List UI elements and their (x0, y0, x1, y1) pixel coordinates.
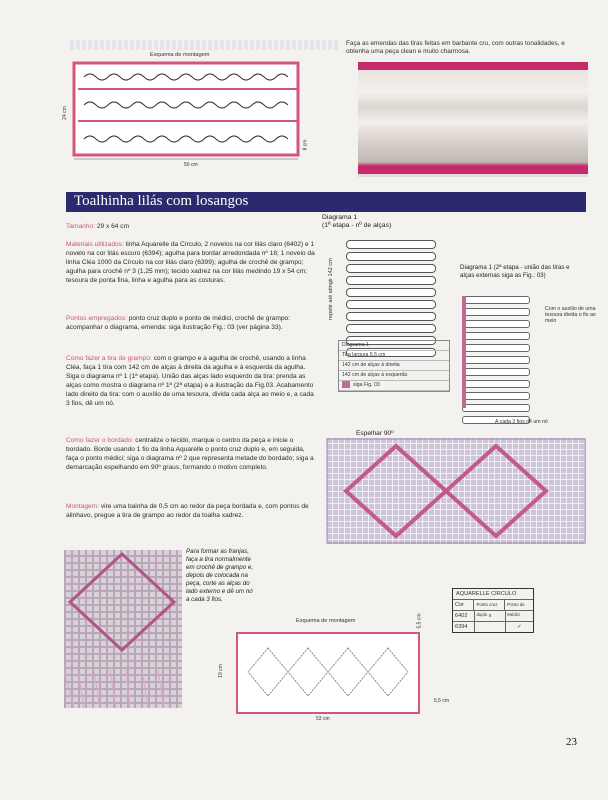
legend-row-fig (339, 381, 449, 391)
diagram1-legend (338, 340, 450, 392)
table-row-6394 (453, 622, 533, 632)
diagram1-header (322, 214, 452, 230)
fringe-note: Para formar as franjas, faça a tira normalmente em crochê de grampo e, depois de colocada na peça, corte as alças do lado externo e dê um nó a cada 3 fios. (186, 548, 254, 603)
row1-mark: x (475, 611, 505, 621)
diagram2-edge-strip (462, 296, 466, 408)
stitches-paragraph (66, 314, 316, 332)
top-caption: Faça as emendas das tiras feitas em barbante cru, com outras tonalidades, e obtenha uma peça clean e muito charmosa. (346, 40, 565, 55)
diagram1-title: Diagrama 1 (322, 214, 358, 221)
legend-row-left: 142 cm de alças à esquerda (339, 371, 449, 381)
stitches-text: ponto cruz duplo e ponto de médici, crochê de grampo: acompanhar o diagrama, emenda: siga ilustração Fig.: 03 (ver página 33). (66, 315, 290, 331)
materials-text: linha Aquarelle da Círculo, 2 novelos na cor lilás claro (6402) e 1 novelo na cor lilás escuro (6394); agulha para bordar arredondada nº 18; 1 novelo da linha Cléa 1000 da Círculo na cor lilás claro (6399); agulha de crochê de grampo; agulha para crochê nº 3 (1,25 mm); tecido xadrez na cor lilás medindo 19 x 54 cm; tesoura de ponta fina, linha e agulha para as costuras. (66, 241, 315, 284)
legend-swatch (342, 381, 350, 388)
bottom-dim-side: 5,5 cm (416, 613, 423, 629)
materials-paragraph (66, 240, 316, 285)
table-row-6402 (453, 611, 533, 622)
size-value: 29 x 64 cm (96, 223, 130, 230)
color-table (452, 588, 534, 633)
howto2-text: centralize o tecido, marque o centro da peça e inicie o bordado. Borde usando 1 fio da linha Aquarelle o ponto cruz duplo e, em seguida, faça o ponto médici; siga o diagrama nº 2 que representa metade do bordado; siga a demarcação espelhando em 90º graus, formando o motivo completo. (66, 437, 314, 471)
row2-code: 6394 (453, 622, 475, 632)
howto2-label: Como fazer o bordado: (66, 437, 134, 444)
bottom-dim-right: 5,5 cm (434, 698, 450, 704)
diagram2-side-note: Com o auxílio de uma tesoura divida o fio ao meio (545, 306, 596, 324)
assembly-text: vire uma bainha de 0,5 cm ao redor da peça bordada e, com pontos de alinhavo, pregue a tira de grampo ao redor da toalha xadrez. (66, 503, 309, 519)
diagram1-side-label: repetir até atingir 142 cm (328, 258, 334, 320)
top-photo-hairpin-lace (358, 62, 588, 177)
legend-title: Diagrama 1 (339, 341, 449, 351)
page-number: 23 (566, 736, 577, 748)
howto1-text: com o grampo e a agulha de crochê, usando a linha Cléa, faça 1 tira com 142 cm de alças à direita da agulha e à esquerda da agulha. Siga o diagrama nº 1 (1ª etapa). União das alças lado esquerdo da tira: prenda as alças como mostra o diagrama nº 1ª (2ª etapa) e a ilustração da Fig.03. Acabamento lado direito da tira: com o auxílio de uma tesoura, divida cada alça ao meio e, a cada 3 fios, dê um nó. (66, 355, 314, 407)
bottom-schema-diagram (236, 632, 420, 714)
bottom-schema-label: Esquema de montagem (296, 618, 356, 624)
bottom-schema-diamonds (238, 634, 418, 712)
top-dim-side: 8 cm (302, 139, 309, 151)
col-cor: Cor (453, 600, 474, 610)
embroidery-grid (326, 438, 586, 544)
grid-label: Espelhar 90º (356, 430, 394, 437)
diagram2-strips (462, 296, 530, 406)
size-paragraph (66, 222, 316, 231)
legend-row-fig-text: siga Fig. 03 (353, 382, 380, 388)
diagram2-title: Diagrama 1 (2ª etapa - união das tiras e alças externas siga as Fig.: 03) (460, 264, 570, 279)
top-schema-diagram (72, 55, 312, 165)
diagram1-subtitle: (1ª etapa - nº de alças) (322, 222, 392, 229)
stitches-label: Pontos empregados: (66, 315, 127, 322)
section-title-bar (66, 192, 586, 212)
legend-row-width: Tira largura 5,5 cm (339, 351, 449, 361)
table-header: AQUARELLE CÍRCULO (453, 589, 533, 600)
photo-diamond (64, 550, 182, 708)
diagram1-loops (346, 240, 436, 340)
col-medici: Ponto de Médici (507, 602, 525, 617)
legend-row-right: 142 cm de alças à direita (339, 361, 449, 371)
howto1-paragraph (66, 354, 316, 408)
top-band-pattern (70, 40, 338, 50)
bottom-dim-height: 19 cm (217, 664, 224, 678)
top-dim-height: 24 cm (61, 106, 68, 120)
diamond-motif (326, 438, 586, 544)
assembly-label: Montagem: (66, 503, 99, 510)
row1-code: 6402 (453, 611, 475, 621)
size-label: Tamanho: (66, 223, 95, 230)
top-schema-label: Esquema de montagem (150, 52, 210, 58)
col-cruz: Ponto cruz duplo (474, 600, 505, 610)
bottom-photo-towel-corner (64, 550, 182, 708)
bottom-dim-width: 53 cm (316, 716, 330, 722)
howto2-paragraph (66, 436, 316, 472)
materials-label: Materiais utilizados: (66, 241, 124, 248)
row2-mark: ✓ (517, 624, 522, 630)
section-title: Toalhinha lilás com losangos (74, 193, 249, 209)
diagram2-bottom-note: A cada 3 fios dê um nó (495, 419, 548, 425)
top-dim-width: 50 cm (184, 162, 198, 168)
assembly-paragraph (66, 502, 316, 520)
howto1-label: Como fazer a tira de grampo: (66, 355, 152, 362)
